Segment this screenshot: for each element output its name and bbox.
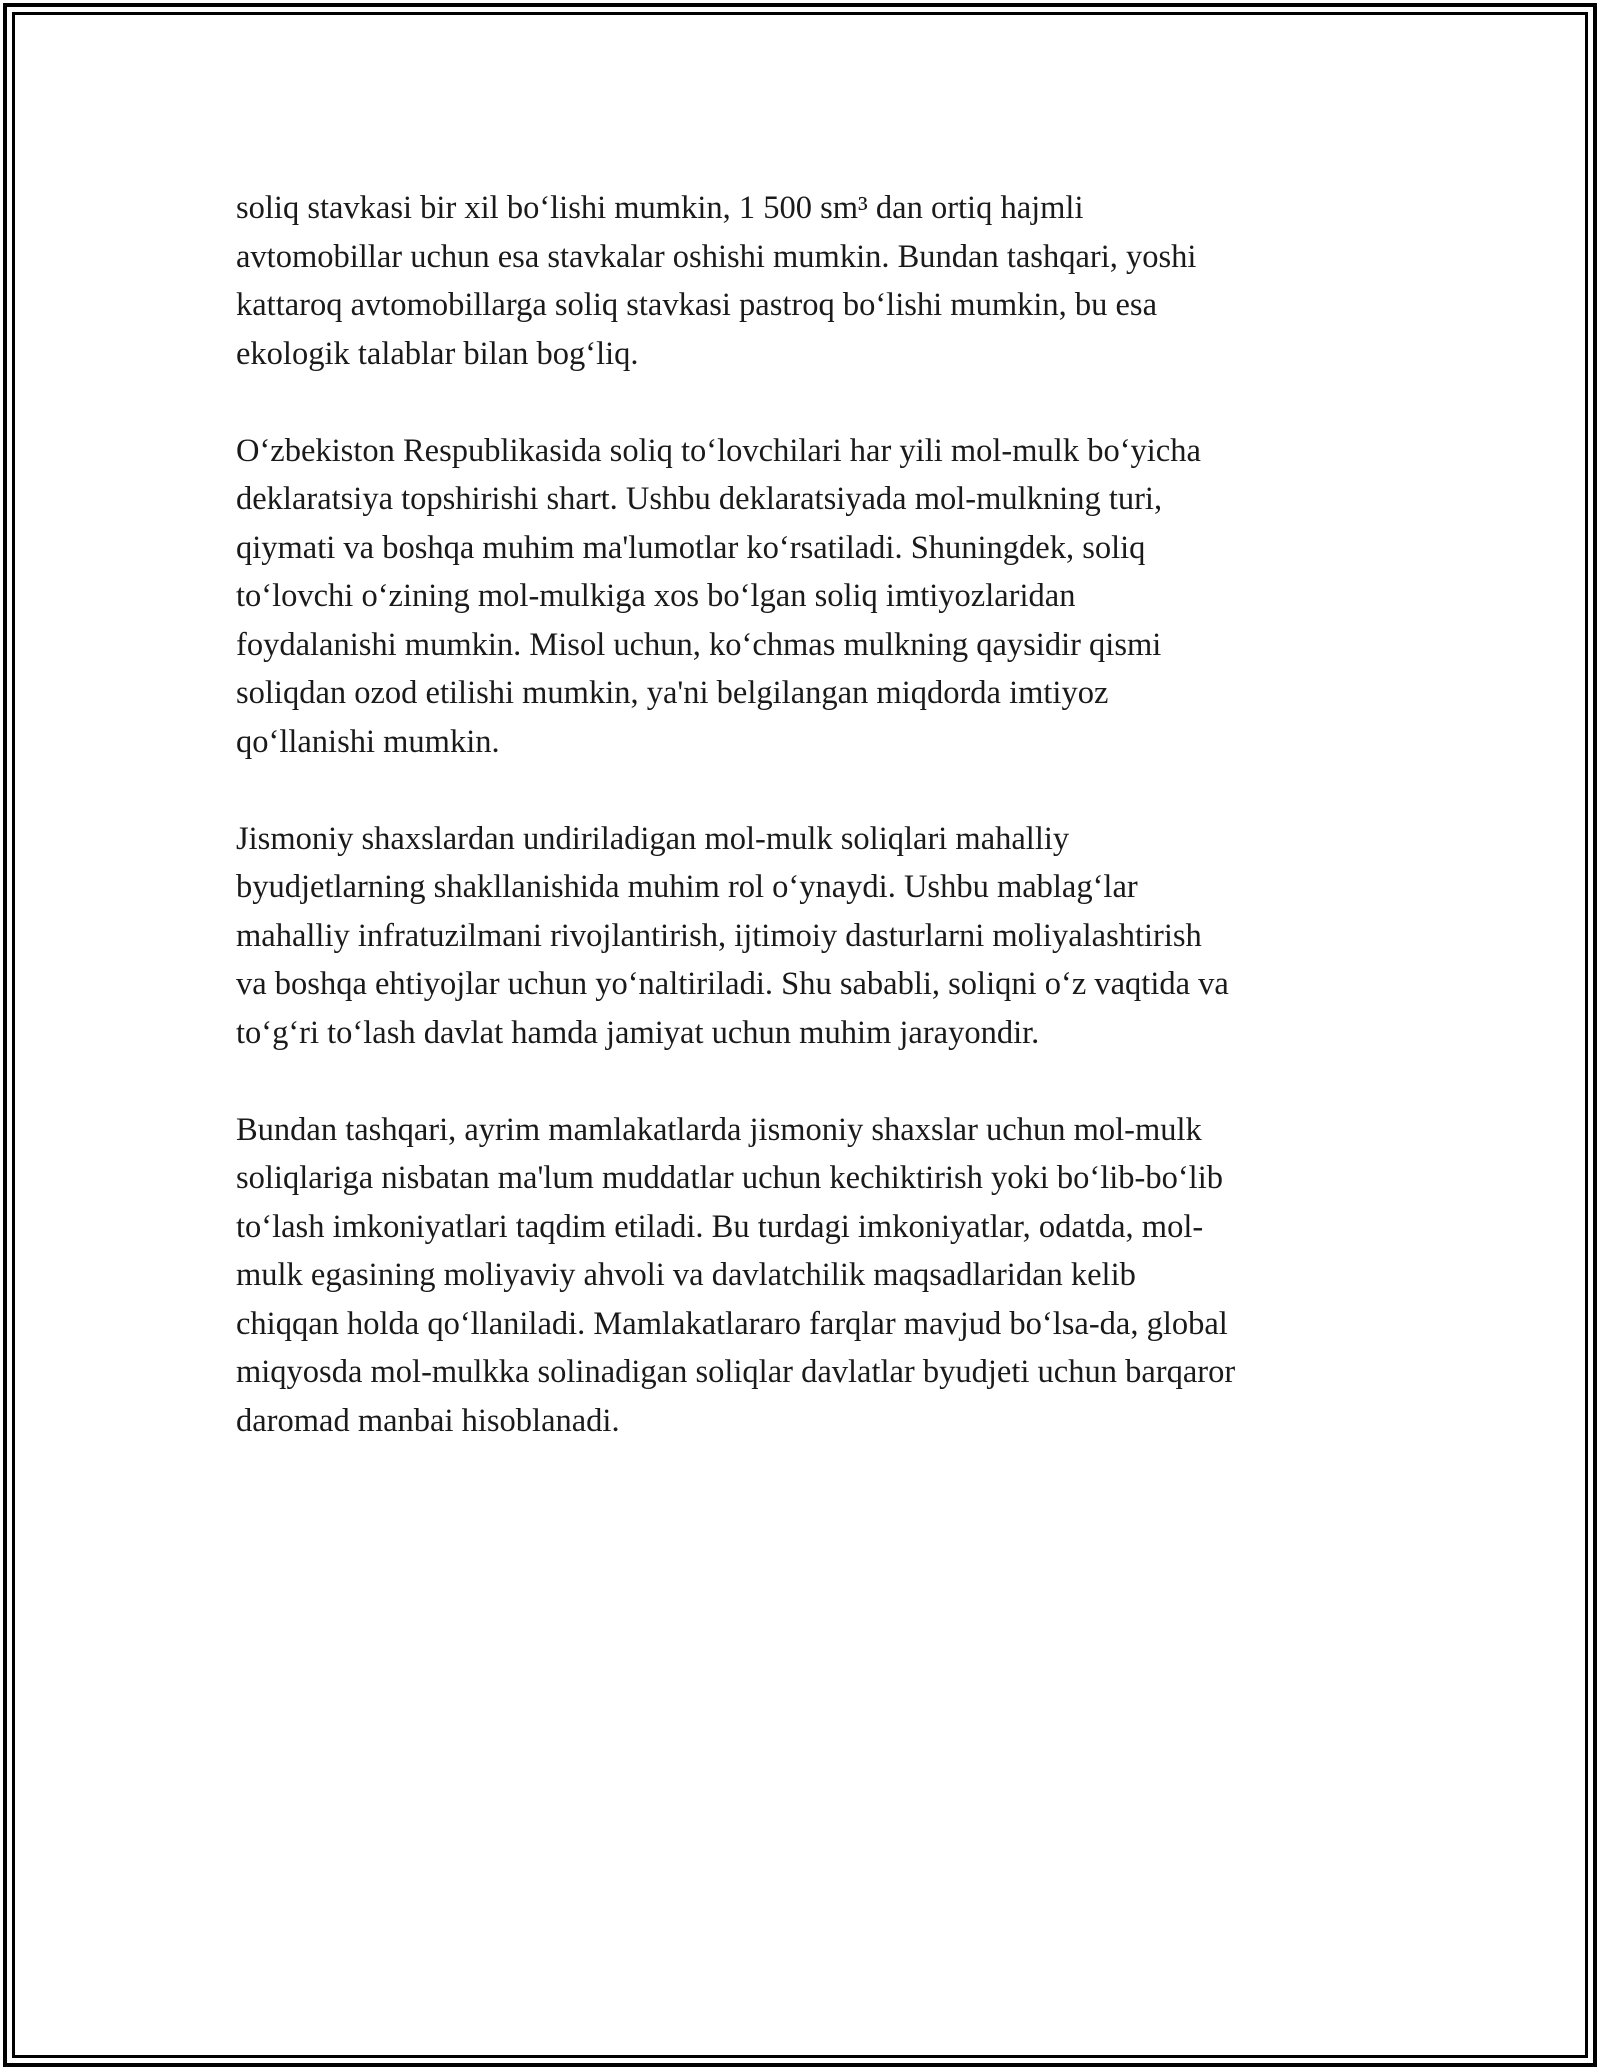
- paragraph-deferral-options: Bundan tashqari, ayrim mamlakatlarda jismoniy shaxslar uchun mol-mulk soliqlariga nisbatan ma'lum muddatlar uchun kechiktirish yoki bo‘lib-bo‘lib to‘lash imkoniyatlari taqdim etiladi. Bu turdagi imkoniyatlar, odatda, mol- mulk egasining moliyaviy ahvoli va davlatchilik maqsadlaridan kelib chiqqan holda qo‘llaniladi. Mamlakatlararo farqlar mavjud bo‘lsa-da, global miqyosda mol-mulkka solinadigan soliqlar davlatlar byudjeti uchun barqaror daromad manbai hisoblanadi.: [236, 1111, 1236, 1439]
- paragraph-local-budgets: Jismoniy shaxslardan undiriladigan mol-mulk soliqlari mahalliy byudjetlarning shakllanishida muhim rol o‘ynaydi. Ushbu mablag‘lar mahalliy infratuzilmani rivojlantirish, ijtimoiy dasturlarni moliyalashtirish va boshqa ehtiyojlar uchun yo‘naltiriladi. Shu sababli, soliqni o‘z vaqtida va to‘g‘ri to‘lash davlat hamda jamiyat uchun muhim jarayondir.: [236, 820, 1229, 1051]
- paragraph-vehicle-tax-rates: soliq stavkasi bir xil bo‘lishi mumkin, 1 500 sm³ dan ortiq hajmli avtomobillar uchun esa stavkalar oshishi mumkin. Bundan tashqari, yoshi kattaroq avtomobillarga soliq stavkasi pastroq bo‘lishi mumkin, bu esa ekologik talablar bilan bog‘liq.: [236, 190, 1197, 372]
- paragraph-property-declaration: O‘zbekiston Respublikasida soliq to‘lovchilari har yili mol-mulk bo‘yicha deklaratsiya topshirishi shart. Ushbu deklaratsiyada mol-mulkning turi, qiymati va boshqa muhim ma'lumotlar ko‘rsatiladi. Shuningdek, soliq to‘lovchi o‘zining mol-mulkiga xos bo‘lgan soliq imtiyozlaridan foydalanishi mumkin. Misol uchun, ko‘chmas mulkning qaysidir qismi soliqdan ozod etilishi mumkin, ya'ni belgilangan miqdorda imtiyoz qo‘llanishi mumkin.: [236, 432, 1201, 760]
- document-body: [236, 184, 1386, 1494]
